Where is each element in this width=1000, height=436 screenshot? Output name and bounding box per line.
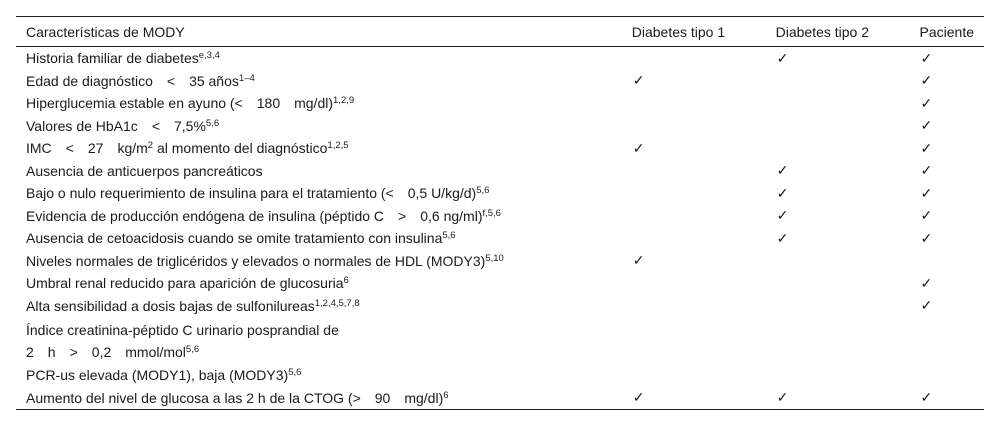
check-mark-icon: ✓ [776,389,789,406]
header-patient: Paciente [910,17,984,47]
diabetes-type-2-cell [766,272,910,295]
check-mark-icon: ✓ [776,49,789,66]
diabetes-type-1-cell [622,182,766,205]
diabetes-type-1-cell [622,92,766,115]
reference-superscript: 1,2,9 [333,95,355,107]
characteristic-text: 180 [256,95,281,112]
table-row [16,227,984,250]
patient-cell [910,137,984,160]
check-mark-icon: ✓ [920,117,933,134]
reference-superscript: 5,6 [288,367,302,379]
table-row [16,364,984,387]
characteristic-text: mg/dl) [294,95,334,112]
reference-superscript: 5,6 [442,230,456,242]
characteristic-cell [16,272,622,295]
characteristic-text: Ausencia de anticuerpos pancreáticos [26,162,263,179]
mody-characteristics-table [16,16,984,410]
patient-cell [910,272,984,295]
table-row [16,205,984,228]
reference-superscript: 2 [147,140,154,152]
characteristic-text: IMC [26,140,52,157]
diabetes-type-1-cell [622,227,766,250]
table-row [16,47,984,70]
patient-cell [910,317,984,364]
table-row [16,250,984,273]
diabetes-type-2-cell [766,205,910,228]
reference-superscript: 6 [443,389,449,401]
diabetes-type-2-cell [766,227,910,250]
characteristic-text: 7,5% [174,117,206,134]
characteristic-text: Evidencia de producción endógena de insulina (péptido C [26,207,385,224]
characteristic-cell [16,317,622,364]
diabetes-type-2-cell [766,137,910,160]
diabetes-type-1-cell [622,70,766,93]
characteristic-text: > [69,344,78,360]
diabetes-type-1-cell [622,364,766,387]
table-row [16,295,984,318]
characteristic-text: < [65,140,74,157]
check-mark-icon: ✓ [632,389,645,406]
reference-superscript: 1,2,5 [327,140,349,152]
check-mark-icon: ✓ [776,207,789,224]
diabetes-type-1-cell [622,317,766,364]
patient-cell [910,115,984,138]
check-mark-icon: ✓ [920,72,933,89]
diabetes-type-1-cell [622,47,766,70]
header-diabetes-type-2: Diabetes tipo 2 [766,17,910,47]
reference-superscript: 6 [343,275,349,287]
diabetes-type-2-cell [766,160,910,183]
patient-cell [910,387,984,410]
characteristic-text: 0,6 ng/ml) [420,207,483,224]
characteristic-text: Aumento del nivel de glucosa a las 2 h de la CTOG (> [26,389,361,406]
characteristic-text: Alta sensibilidad a dosis bajas de sulfonilureas [26,297,315,314]
characteristic-text: mg/dl) [404,389,444,406]
diabetes-type-2-cell [766,295,910,318]
diabetes-type-1-cell [622,250,766,273]
table-row [16,137,984,160]
characteristic-text: 0,2 [91,344,112,360]
diabetes-type-1-cell [622,387,766,410]
check-mark-icon: ✓ [632,252,645,269]
check-mark-icon: ✓ [920,162,933,179]
diabetes-type-1-cell [622,205,766,228]
reference-superscript: 5,6 [205,117,220,129]
check-mark-icon: ✓ [920,49,933,66]
diabetes-type-2-cell [766,182,910,205]
characteristic-cell [16,47,622,70]
reference-superscript: f,5,6 [482,207,501,219]
patient-cell [910,92,984,115]
check-mark-icon: ✓ [776,229,789,246]
diabetes-type-2-cell [766,364,910,387]
characteristic-text: Historia familiar de diabetes [26,50,199,67]
characteristic-cell [16,387,622,410]
header-diabetes-type-1: Diabetes tipo 1 [622,17,766,47]
characteristic-cell [16,70,622,93]
characteristic-text: Valores de HbA1c [26,117,138,134]
characteristic-cell [16,160,622,183]
table-row [16,387,984,410]
patient-cell [910,182,984,205]
characteristic-text: Niveles normales de triglicéridos y elevados o normales de HDL (MODY3) [26,252,486,269]
characteristic-text: < [166,72,176,89]
table-row [16,272,984,295]
patient-cell [910,47,984,70]
table-row [16,92,984,115]
check-mark-icon: ✓ [632,139,645,156]
patient-cell [910,295,984,318]
reference-superscript: 5,6 [185,344,200,355]
patient-cell [910,250,984,273]
diabetes-type-1-cell [622,160,766,183]
characteristic-cell [16,137,622,160]
reference-superscript: 5,10 [485,252,504,264]
reference-superscript: 1,2,4,5,7,8 [314,297,360,309]
check-mark-icon: ✓ [920,274,933,291]
characteristic-text: 2 [26,344,34,360]
characteristic-text: > [398,207,407,224]
table-body [16,47,984,410]
characteristic-text: < [151,117,160,134]
patient-cell [910,205,984,228]
characteristic-cell [16,227,622,250]
diabetes-type-1-cell [622,115,766,138]
reference-superscript: e,3,4 [198,50,220,62]
characteristic-text: 35 años [189,72,239,89]
diabetes-type-2-cell [766,115,910,138]
diabetes-type-2-cell [766,47,910,70]
characteristic-cell [16,364,622,387]
check-mark-icon: ✓ [920,229,933,246]
diabetes-type-1-cell [622,137,766,160]
characteristic-text: Índice creatinina-péptido C urinario posprandial de [26,322,339,338]
diabetes-type-1-cell [622,272,766,295]
characteristic-text: Ausencia de cetoacidosis cuando se omite tratamiento con insulina [26,230,443,247]
diabetes-type-2-cell [766,70,910,93]
characteristic-text: PCR-us elevada (MODY1), baja (MODY3) [26,367,289,384]
characteristic-text: Hiperglucemia estable en ayuno (< [26,95,243,112]
diabetes-type-2-cell [766,250,910,273]
characteristic-cell [16,250,622,273]
check-mark-icon: ✓ [920,94,933,111]
patient-cell [910,227,984,250]
table-header [16,17,984,47]
reference-superscript: 5,6 [476,185,490,197]
check-mark-icon: ✓ [920,207,933,224]
table-row [16,317,984,364]
characteristic-cell [16,115,622,138]
patient-cell [910,364,984,387]
header-row [16,17,984,47]
characteristic-text: h [47,344,56,360]
characteristic-text: 0,5 U/kg/d) [407,185,477,202]
characteristic-cell [16,92,622,115]
check-mark-icon: ✓ [920,139,933,156]
characteristic-text: Umbral renal reducido para aparición de glucosuria [26,275,344,292]
check-mark-icon: ✓ [920,184,933,201]
diabetes-type-1-cell [622,295,766,318]
header-characteristics: Características de MODY [16,17,622,47]
characteristic-text: mmol/mol [125,344,186,360]
characteristic-text: 90 [374,389,391,406]
characteristic-text: al momento del diagnóstico [153,140,328,157]
patient-cell [910,70,984,93]
characteristic-cell [16,205,622,228]
patient-cell [910,160,984,183]
characteristic-text: 27 [87,140,104,157]
reference-superscript: 1–4 [238,72,255,84]
check-mark-icon: ✓ [920,389,933,406]
characteristic-text: Edad de diagnóstico [26,72,153,89]
characteristic-text: kg/m [117,140,148,157]
characteristic-cell [16,182,622,205]
characteristic-text: Bajo o nulo requerimiento de insulina para el tratamiento (< [26,185,394,202]
diabetes-type-2-cell [766,317,910,364]
check-mark-icon: ✓ [776,162,789,179]
table-row [16,160,984,183]
table-row [16,182,984,205]
check-mark-icon: ✓ [632,72,645,89]
characteristic-cell [16,295,622,318]
table-row [16,70,984,93]
diabetes-type-2-cell [766,92,910,115]
check-mark-icon: ✓ [776,184,789,201]
check-mark-icon: ✓ [920,297,933,314]
diabetes-type-2-cell [766,387,910,410]
table-row [16,115,984,138]
